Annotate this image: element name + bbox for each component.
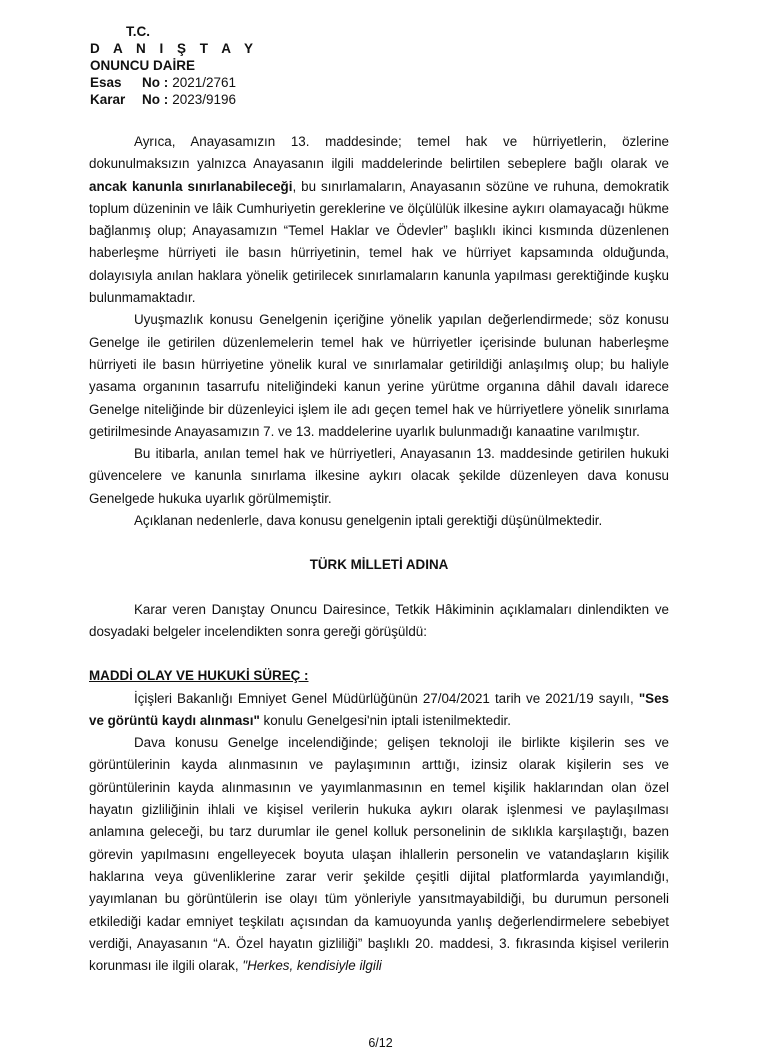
paragraph-7 (89, 732, 669, 977)
karar-number: 2023/9196 (172, 92, 237, 107)
paragraph-5: Karar veren Danıştay Onuncu Dairesince, Tetkik Hâkiminin açıklamaları dinlendikten ve dosyadaki belgeler incelendikten sonra gereği görüşüldü: (89, 601, 669, 639)
karar-no-label: No : (142, 92, 169, 107)
esas-number: 2021/2761 (172, 75, 237, 90)
paragraph-1-bold: ancak kanunla sınırlanabileceği (89, 178, 293, 194)
court-name: D A N I Ş T A Y (90, 41, 259, 56)
esas-row (90, 74, 258, 91)
paragraph-1-text-b: , bu sınırlamaların, Anayasanın sözüne ve ruhuna, demokratik toplum düzeninin ve lâik Cumhuriyetin gereklerine ve ölçülülük ilkesine aykırı olamayacağı hükme bağlanmış olup; Anayasamızın “Temel Haklar ve Ödevler” başlıklı ikinci kısmında düzenlenen haberleşme hürriyeti ile basın hürriyetinin, temel hak ve hürriyet kapsamında olduğunda, dolayısıyla anılan haklara yönelik getirilecek sınırlamaların kanunla yapılması gerektiğinde kuşku bulunmamaktadır. (89, 178, 669, 306)
paragraph-1-text-a: Ayrıca, Anayasamızın 13. maddesinde; temel hak ve hürriyetlerin, özlerine dokunulmaksızın yalnızca Anayasanın ilgili maddelerinde belirtilen sebeplere bağlı olarak ve (89, 134, 669, 172)
tc-label: T.C. (126, 24, 151, 39)
document-header (90, 23, 258, 108)
paragraph-3: Bu itibarla, anılan temel hak ve hürriyetleri, Anayasanın 13. maddesinde getirilen hukuki güvencelere ve kanunla sınırlama ilkesine aykırı olacak şekilde düzenleyen dava konusu Genelgede hukuka uyarlık görülmemiştir. (89, 446, 669, 506)
esas-label: Esas (90, 75, 122, 90)
paragraph-6-text-b: konulu Genelgesi'nin iptali istenilmektedir. (259, 712, 511, 728)
paragraph-2: Uyuşmazlık konusu Genelgenin içeriğine yönelik yapılan değerlendirmede; söz konusu Genelge ile getirilen düzenlemelerin temel hak ve hürriyetler içerisinde bulunan haberleşme hürriyeti ile basın hürriyetine yönelik kural ve sınırlamalar getirildiği anlaşılmış olup; bu haliyle yasama organının tasarrufu niteliğindeki kanun yerine yürütme organına dâhil davalı idarece Genelge niteliğinde bir düzenleyici işlem ile adı geçen temel hak ve hürriyetlere yönelik sınırlama getirilmesinde Anayasamızın 7. ve 13. maddelerine uyarlık bulunmadığı kanaatine varılmıştır. (89, 312, 669, 439)
paragraph-6 (89, 688, 669, 733)
esas-no-label: No : (142, 75, 169, 90)
karar-row (90, 91, 258, 108)
paragraph-1 (89, 131, 669, 309)
page-number: 6/12 (368, 1036, 393, 1050)
paragraph-4: Açıklanan nedenlerle, dava konusu genelgenin iptali gerektiği düşünülmektedir. (134, 513, 603, 529)
chamber-name: ONUNCU DAİRE (90, 58, 196, 73)
paragraph-6-bold: "Ses ve görüntü kaydı alınması" (89, 690, 669, 728)
nation-title: TÜRK MİLLETİ ADINA (309, 557, 449, 573)
karar-label: Karar (90, 92, 126, 107)
section-title: MADDİ OLAY VE HUKUKİ SÜREÇ : (89, 668, 309, 684)
document-body (89, 131, 669, 977)
paragraph-6-text-a: İçişleri Bakanlığı Emniyet Genel Müdürlüğünün 27/04/2021 tarih ve 2021/19 sayılı, (134, 690, 639, 706)
paragraph-7-text: Dava konusu Genelge incelendiğinde; gelişen teknoloji ile birlikte kişilerin ses ve görüntülerinin kayda alınmasının ve paylaşımının arttığı, izinsiz olarak kişilerin ses ve görüntülerinin kayda alınmasının ve yayımlanmasının en temel kişilik haklarından olan özel hayatın gizliliğinin ihlali ve kişisel verilerin hukuka aykırı olarak işlenmesi ve paylaşılması anlamına geleceği, bu tarz durumlar ile genel kolluk personelinin de sıklıkla karşılaştığı, bazen görevin yapılmasını engelleyecek boyuta ulaşan ihlallerin personelin ve vatandaşların kişilik haklarına veya güvenliklerine zarar verir şekilde çeşitli dijital platformlarda yayımlandığı, yayımlanan bu görüntülerin ise olayı tüm yönleriyle yansıtmayabildiği, bu durumun personeli etkilediği kadar emniyet teşkilatı açısından da kamuoyunda yanlış değerlendirmelere sebebiyet verdiği, Anayasanın “A. Özel hayatın gizliliği” başlıklı 20. maddesi, 3. fıkrasında kişisel verilerin korunması ile ilgili olarak, (89, 735, 669, 974)
paragraph-7-italic: "Herkes, kendisiyle ilgili (242, 958, 382, 974)
